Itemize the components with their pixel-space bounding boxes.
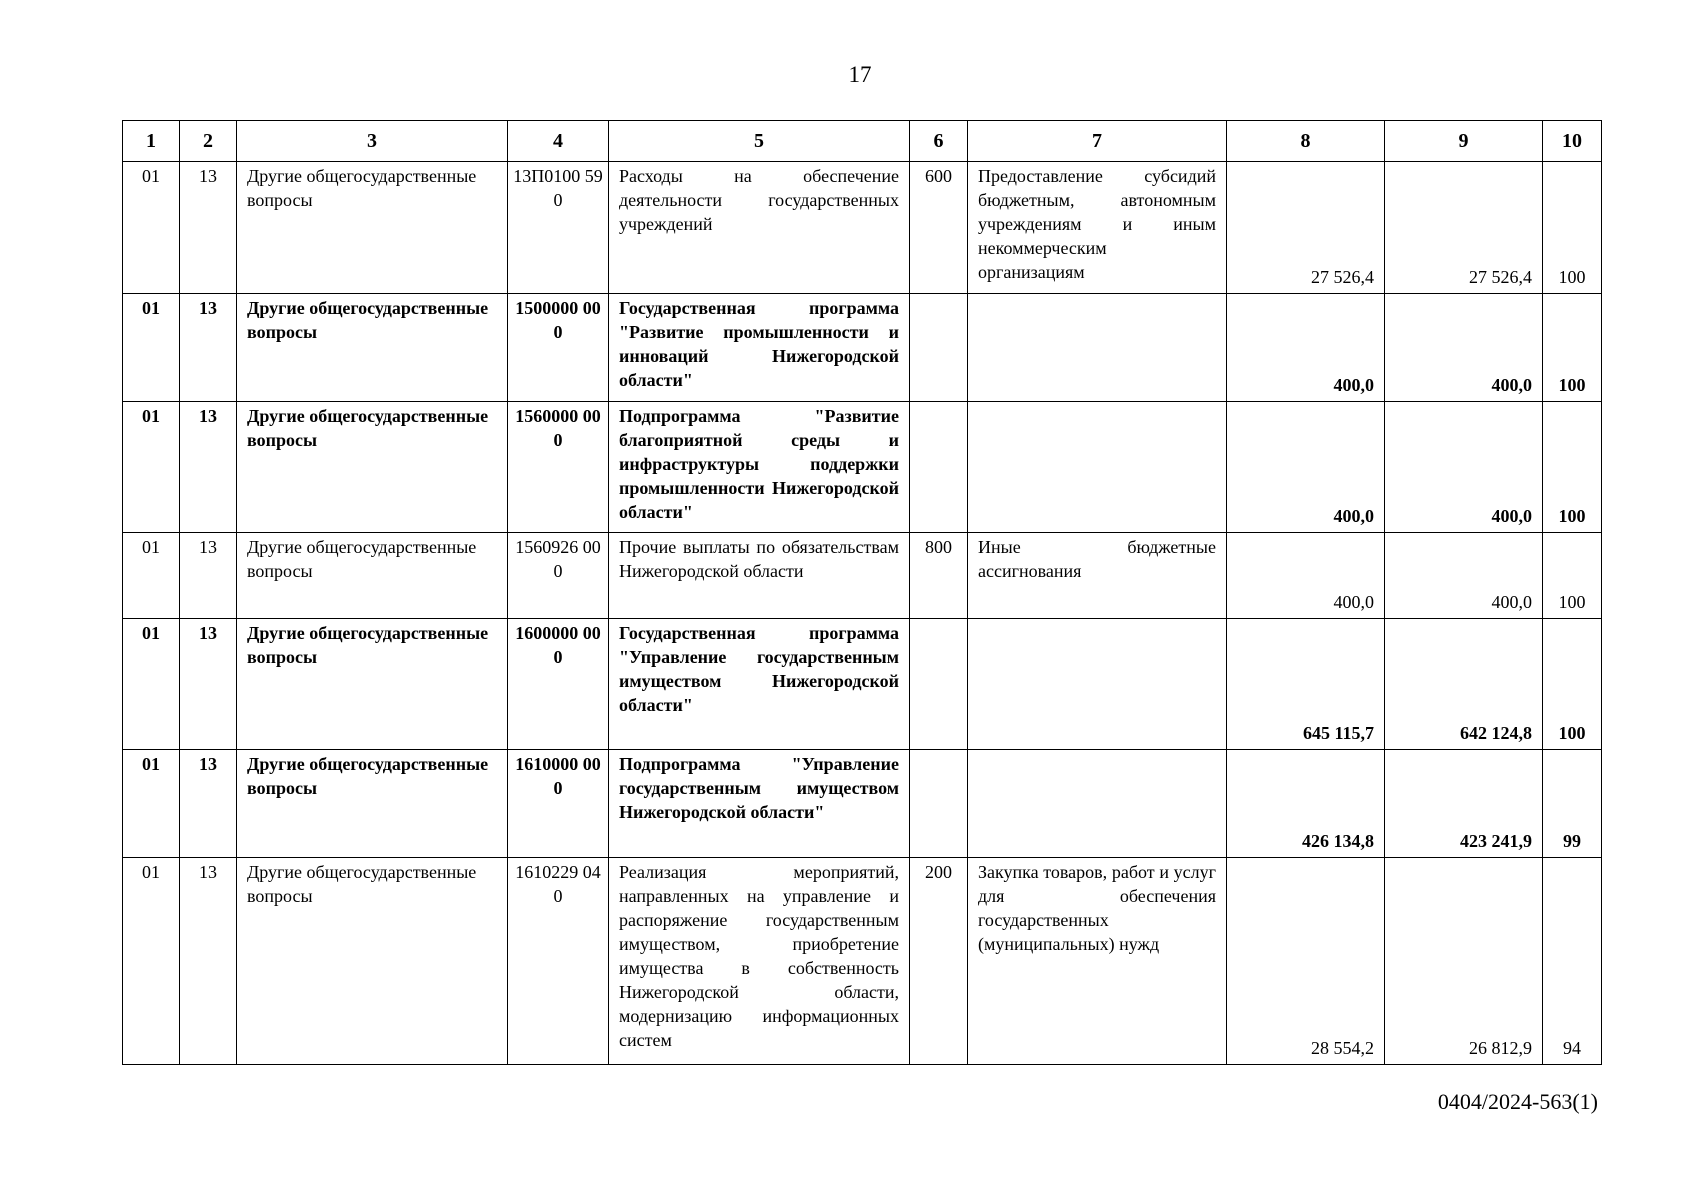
column-header: 6 [910, 121, 968, 162]
section-code: 01 [123, 162, 180, 294]
target-article-code: 13П0100 590 [508, 162, 609, 294]
target-article-name: Расходы на обеспечение деятельности государственных учреждений [609, 162, 910, 294]
target-article-code: 1560926 000 [508, 533, 609, 619]
table-header-row [123, 121, 1602, 162]
subsection-code: 13 [180, 619, 237, 750]
section-name: Другие общегосударственные вопросы [237, 294, 508, 402]
expense-type-code [910, 294, 968, 402]
expense-type-code: 200 [910, 858, 968, 1065]
expense-type-code [910, 619, 968, 750]
section-name: Другие общегосударственные вопросы [237, 402, 508, 533]
planned-amount: 400,0 [1227, 402, 1385, 533]
target-article-code: 1560000 000 [508, 402, 609, 533]
target-article-name: Государственная программа "Развитие промышленности и инноваций Нижегородской области" [609, 294, 910, 402]
section-code: 01 [123, 750, 180, 858]
column-header: 9 [1385, 121, 1543, 162]
section-name: Другие общегосударственные вопросы [237, 619, 508, 750]
subsection-code: 13 [180, 533, 237, 619]
target-article-name: Подпрограмма "Управление государственным имуществом Нижегородской области" [609, 750, 910, 858]
target-article-code: 1610000 000 [508, 750, 609, 858]
planned-amount: 28 554,2 [1227, 858, 1385, 1065]
subsection-code: 13 [180, 858, 237, 1065]
expense-type-name: Предоставление субсидий бюджетным, автономным учреждениям и иным некоммерческим организациям [968, 162, 1227, 294]
actual-amount: 400,0 [1385, 402, 1543, 533]
planned-amount: 27 526,4 [1227, 162, 1385, 294]
subsection-code: 13 [180, 402, 237, 533]
planned-amount: 400,0 [1227, 533, 1385, 619]
actual-amount: 400,0 [1385, 294, 1543, 402]
target-article-code: 1610229 040 [508, 858, 609, 1065]
section-code: 01 [123, 402, 180, 533]
section-code: 01 [123, 294, 180, 402]
column-header: 2 [180, 121, 237, 162]
execution-percent: 100 [1543, 533, 1602, 619]
column-header: 5 [609, 121, 910, 162]
target-article-name: Подпрограмма "Развитие благоприятной среды и инфраструктуры поддержки промышленности Нижегородской области" [609, 402, 910, 533]
actual-amount: 423 241,9 [1385, 750, 1543, 858]
page-number: 17 [848, 62, 872, 87]
column-header: 10 [1543, 121, 1602, 162]
target-article-name: Реализация мероприятий, направленных на управление и распоряжение государственным имуществом, приобретение имущества в собственность Нижегородской области, модернизацию информационных систем [609, 858, 910, 1065]
expense-type-code [910, 750, 968, 858]
expense-type-name [968, 750, 1227, 858]
execution-percent: 94 [1543, 858, 1602, 1065]
target-article-code: 1600000 000 [508, 619, 609, 750]
document-code: 0404/2024-563(1) [1437, 1089, 1598, 1114]
budget-table [122, 120, 1602, 1065]
section-code: 01 [123, 619, 180, 750]
section-name: Другие общегосударственные вопросы [237, 750, 508, 858]
column-header: 7 [968, 121, 1227, 162]
target-article-name: Государственная программа "Управление государственным имуществом Нижегородской области" [609, 619, 910, 750]
column-header: 8 [1227, 121, 1385, 162]
expense-type-code: 600 [910, 162, 968, 294]
planned-amount: 400,0 [1227, 294, 1385, 402]
table-row [123, 750, 1602, 858]
section-code: 01 [123, 533, 180, 619]
planned-amount: 645 115,7 [1227, 619, 1385, 750]
table-row [123, 533, 1602, 619]
expense-type-name [968, 619, 1227, 750]
execution-percent: 99 [1543, 750, 1602, 858]
section-name: Другие общегосударственные вопросы [237, 858, 508, 1065]
section-name: Другие общегосударственные вопросы [237, 162, 508, 294]
actual-amount: 642 124,8 [1385, 619, 1543, 750]
execution-percent: 100 [1543, 162, 1602, 294]
expense-type-code [910, 402, 968, 533]
subsection-code: 13 [180, 750, 237, 858]
execution-percent: 100 [1543, 402, 1602, 533]
column-header: 3 [237, 121, 508, 162]
expense-type-name [968, 402, 1227, 533]
planned-amount: 426 134,8 [1227, 750, 1385, 858]
section-code: 01 [123, 858, 180, 1065]
expense-type-name: Иные бюджетные ассигнования [968, 533, 1227, 619]
actual-amount: 400,0 [1385, 533, 1543, 619]
expense-type-code: 800 [910, 533, 968, 619]
expense-type-name [968, 294, 1227, 402]
target-article-code: 1500000 000 [508, 294, 609, 402]
actual-amount: 27 526,4 [1385, 162, 1543, 294]
expense-type-name: Закупка товаров, работ и услуг для обеспечения государственных (муниципальных) нужд [968, 858, 1227, 1065]
table-row [123, 402, 1602, 533]
table-row [123, 162, 1602, 294]
target-article-name: Прочие выплаты по обязательствам Нижегородской области [609, 533, 910, 619]
subsection-code: 13 [180, 294, 237, 402]
execution-percent: 100 [1543, 619, 1602, 750]
actual-amount: 26 812,9 [1385, 858, 1543, 1065]
subsection-code: 13 [180, 162, 237, 294]
column-header: 1 [123, 121, 180, 162]
section-name: Другие общегосударственные вопросы [237, 533, 508, 619]
execution-percent: 100 [1543, 294, 1602, 402]
table-row [123, 858, 1602, 1065]
table-row [123, 294, 1602, 402]
column-header: 4 [508, 121, 609, 162]
table-row [123, 619, 1602, 750]
